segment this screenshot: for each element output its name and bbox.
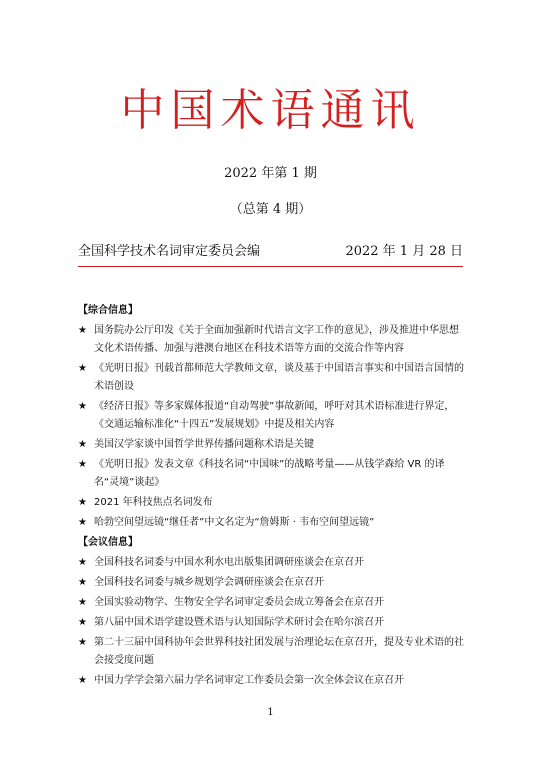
star-icon: ★ xyxy=(78,557,87,568)
list-item[interactable]: ★ 哈勃空间望远镜“继任者”中文名定为“詹姆斯 · 韦布空间望远镜” xyxy=(78,514,467,532)
section-heading-general: 【综合信息】 xyxy=(78,305,138,316)
star-icon: ★ xyxy=(78,497,87,508)
star-icon: ★ xyxy=(78,325,87,336)
star-icon: ★ xyxy=(78,459,87,470)
star-icon: ★ xyxy=(78,577,87,588)
star-icon: ★ xyxy=(78,617,87,628)
list-item[interactable]: ★ 中国力学学会第六届力学名词审定工作委员会第一次全体会议在京召开 xyxy=(78,672,467,690)
star-icon: ★ xyxy=(78,517,87,528)
list-item[interactable]: ★ 《经济日报》等多家媒体报道“自动驾驶”事故新闻，呼吁对其术语标准进行界定，《交通运输标准化“十四五”发展规划》中提及相关内容 xyxy=(78,398,467,434)
list-item[interactable]: ★ 2021 年科技焦点名词发布 xyxy=(78,494,467,512)
list-item[interactable]: ★ 国务院办公厅印发《关于全面加强新时代语言文字工作的意见》，涉及推进中华思想文化术语传播、加强与港澳台地区在科技术语等方面的交流合作等内容 xyxy=(78,322,467,358)
page-number: 1 xyxy=(267,707,274,718)
section-heading-meetings: 【会议信息】 xyxy=(78,537,138,548)
star-icon: ★ xyxy=(78,401,87,412)
list-item[interactable]: ★ 美国汉学家谈中国哲学世界传播问题称术语是关键 xyxy=(78,436,467,454)
editor-line: 全国科学技术名词审定委员会编 xyxy=(78,244,261,259)
list-item[interactable]: ★ 全国实验动物学、生物安全学名词审定委员会成立筹备会在京召开 xyxy=(78,594,467,612)
publish-date: 2022 年 1 月 28 日 xyxy=(345,244,463,259)
table-of-contents xyxy=(78,302,467,692)
list-item[interactable]: ★ 全国科技名词委与中国水利水电出版集团调研座谈会在京召开 xyxy=(78,554,467,572)
issue-number: 2022 年第 1 期 xyxy=(224,166,317,181)
star-icon: ★ xyxy=(78,637,87,648)
list-item[interactable]: ★ 《光明日报》发表文章《科技名词“中国味”的战略考量——从钱学森给 VR 的译名“灵境”谈起》 xyxy=(78,456,467,492)
total-issue-number: （总第 4 期） xyxy=(229,202,312,217)
list-item[interactable]: ★ 全国科技名词委与城乡规划学会调研座谈会在京召开 xyxy=(78,574,467,592)
masthead-meta xyxy=(78,240,463,259)
star-icon: ★ xyxy=(78,363,87,374)
newsletter-title: 中国术语通讯 xyxy=(120,85,421,136)
star-icon: ★ xyxy=(78,597,87,608)
list-item[interactable]: ★ 第二十三届中国科协年会世界科技社团发展与治理论坛在京召开，提及专业术语的社会接受度问题 xyxy=(78,634,467,670)
masthead-divider xyxy=(78,266,463,267)
list-item[interactable]: ★ 第八届中国术语学建设暨术语与认知国际学术研讨会在哈尔滨召开 xyxy=(78,614,467,632)
list-item[interactable]: ★ 《光明日报》刊载首都师范大学教师文章，谈及基于中国语言事实和中国语言国情的术语创设 xyxy=(78,360,467,396)
star-icon: ★ xyxy=(78,439,87,450)
star-icon: ★ xyxy=(78,675,87,686)
